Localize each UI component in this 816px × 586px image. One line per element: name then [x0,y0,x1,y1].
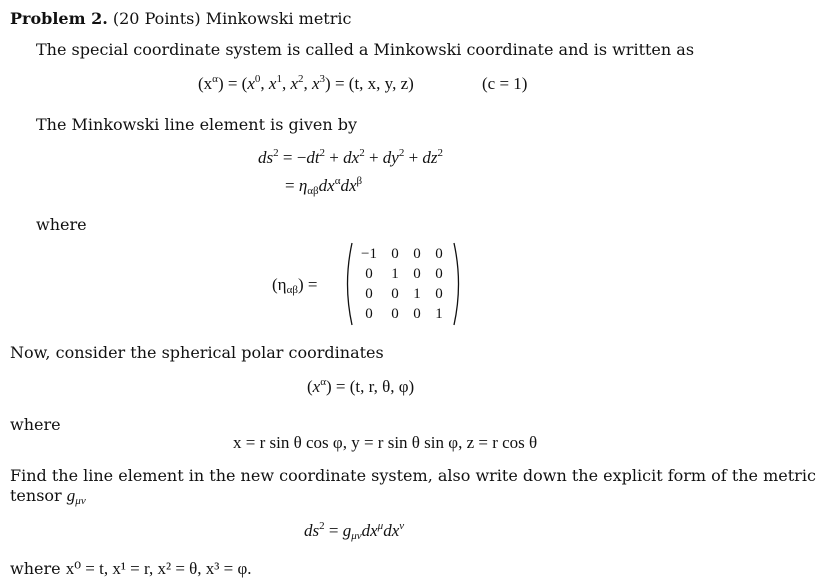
final-assignments: x⁰ = t, x¹ = r, x² = θ, x³ = φ. [65,559,252,578]
line-element-equation-1: $ds^2 = -dt^2 + dx^2 + dy^2 + dz^2$ [258,147,444,167]
natural-units-note: (c = 1) [482,74,528,93]
matrix-cell: −1 [361,246,377,262]
matrix-cell: 0 [413,246,421,262]
matrix-cell: 0 [435,266,443,282]
left-paren-icon [342,242,354,326]
final-where-label: where [10,559,61,578]
problem-number: Problem 2. [10,9,108,28]
line-element-paragraph: The Minkowski line element is given by [36,115,358,134]
matrix-cell: 0 [435,246,443,262]
find-paragraph-line2: tensor $g_{\mu\nu}$ [10,486,86,507]
problem-heading [10,9,351,28]
coordinate-equation: $(x^\alpha) = (x^0$, $x^1$, $x^2$, $x^3) = (t$, x, y, z) [198,73,414,93]
matrix-cell: 0 [391,246,399,262]
coord-lhs-sup: α [212,73,218,85]
line-element-equation-2: = $\eta_{\alpha\beta}dx^\alpha dx^\beta$ [285,175,363,197]
spherical-rhs: ) = (t, r, θ, φ) [325,377,415,396]
right-paren-icon [452,242,464,326]
matrix-cell: 0 [413,266,421,282]
where-label-1: where [36,215,87,234]
spherical-equation: $(x^\alpha) = (t$, r, θ, φ) [307,376,415,396]
intro-paragraph: The special coordinate system is called a Minkowski coordinate and is written as [36,40,695,59]
eta-matrix [342,242,464,326]
coord-rhs: ) = (t, x, y, z) [325,74,414,93]
matrix-cell: 0 [391,286,399,302]
spherical-paragraph: Now, consider the spherical polar coordinates [10,343,384,362]
matrix-cell: 0 [365,266,373,282]
matrix-label [272,275,317,295]
matrix-cell: 1 [391,266,399,282]
coord-lhs: (x [198,74,213,93]
matrix-label-open: (η [272,275,287,294]
problem-title: Minkowski metric [205,9,352,28]
final-where-line [10,559,252,579]
matrix-cell: 1 [435,306,443,322]
matrix-cell: 0 [365,286,373,302]
matrix-cell: 1 [413,286,421,302]
matrix-label-sub: αβ [286,284,298,296]
matrix-cell: 0 [435,286,443,302]
where-label-2: where [10,415,61,434]
final-line-element: $ds^2 = g_{\mu\nu}dx^\mu dx^\nu$ [304,520,405,542]
problem-points: (20 Points) [112,9,201,28]
find-paragraph-line1: Find the line element in the new coordinate system, also write down the explicit form of the metric [10,466,816,485]
matrix-label-close: ) = [297,275,318,294]
matrix-cell: 0 [413,306,421,322]
matrix-cell: 0 [391,306,399,322]
matrix-grid [354,244,454,324]
tensor-word: tensor [10,486,62,505]
transform-equation: x = r sin θ cos φ, y = r sin θ sin φ, z = r cos θ [233,433,538,452]
matrix-cell: 0 [365,306,373,322]
